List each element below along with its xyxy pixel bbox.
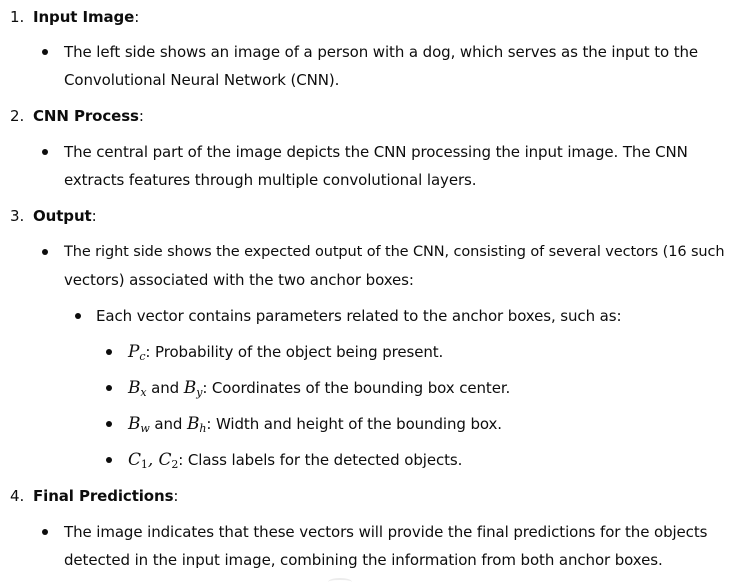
heading-colon: :: [173, 487, 179, 505]
section-heading-text: CNN Process: [33, 107, 139, 125]
section-heading: [33, 106, 144, 126]
section-heading: [33, 7, 139, 27]
heading-colon: :: [91, 207, 97, 225]
list-number: 2.: [10, 107, 25, 125]
math-symbol: $P_c$: [128, 342, 146, 363]
paragraph-line: Convolutional Neural Network (CNN).: [64, 71, 340, 89]
list-number: 3.: [10, 207, 25, 225]
list-number: 4.: [10, 487, 25, 505]
bullet-dot: [42, 49, 48, 55]
bullet-dot: [42, 249, 48, 255]
math-symbol: $B_x$: [128, 378, 147, 399]
paragraph-line: The right side shows the expected output of the CNN, consisting of several vectors (16 such: [64, 244, 725, 260]
paragraph-line: extracts features through multiple convolutional layers.: [64, 171, 477, 189]
param-joiner: ,: [147, 450, 159, 470]
section-heading-text: Input Image: [33, 8, 135, 26]
bullet-dot: [106, 385, 112, 391]
math-symbol: $B_w$: [128, 414, 150, 435]
section-heading-text: Final Predictions: [33, 487, 174, 505]
math-symbol: $C_2$: [158, 450, 179, 471]
paragraph-line: detected in the input image, combining the information from both anchor boxes.: [64, 551, 663, 569]
heading-colon: :: [134, 8, 140, 26]
bullet-dot: [106, 421, 112, 427]
math-symbol: $B_h$: [187, 414, 207, 435]
bullet-dot: [42, 149, 48, 155]
param-joiner: and: [146, 379, 184, 397]
paragraph-line: The left side shows an image of a person with a dog, which serves as the input to the: [64, 43, 699, 61]
math-symbol: $B_y$: [183, 378, 203, 399]
paragraph-line: The image indicates that these vectors will provide the final predictions for the objects: [64, 523, 708, 541]
param-item-c1-c2: [128, 450, 462, 470]
bullet-dot: [106, 349, 112, 355]
paragraph-line: vectors) associated with the two anchor boxes:: [64, 271, 414, 289]
math-symbol: $C_1$: [128, 450, 148, 471]
sub-bullet-text: Each vector contains parameters related to the anchor boxes, such as:: [96, 307, 622, 325]
faded-scroll-hint: [328, 578, 352, 586]
param-item-bx-by: [128, 378, 510, 398]
param-item-pc: [128, 342, 443, 362]
param-description: : Class labels for the detected objects.: [178, 451, 463, 469]
param-description: : Width and height of the bounding box.: [206, 415, 502, 433]
param-joiner: and: [149, 415, 187, 433]
bullet-dot: [75, 313, 81, 319]
bullet-dot: [42, 529, 48, 535]
section-heading-text: Output: [33, 207, 92, 225]
param-item-bw-bh: [128, 414, 502, 434]
list-number: 1.: [10, 8, 25, 26]
heading-colon: :: [138, 107, 144, 125]
param-description: : Probability of the object being present.: [145, 343, 444, 361]
bullet-dot: [106, 457, 112, 463]
section-heading: [33, 486, 178, 506]
section-heading: [33, 206, 97, 226]
param-description: : Coordinates of the bounding box center.: [202, 379, 511, 397]
paragraph-line: The central part of the image depicts the CNN processing the input image. The CNN: [64, 143, 688, 161]
